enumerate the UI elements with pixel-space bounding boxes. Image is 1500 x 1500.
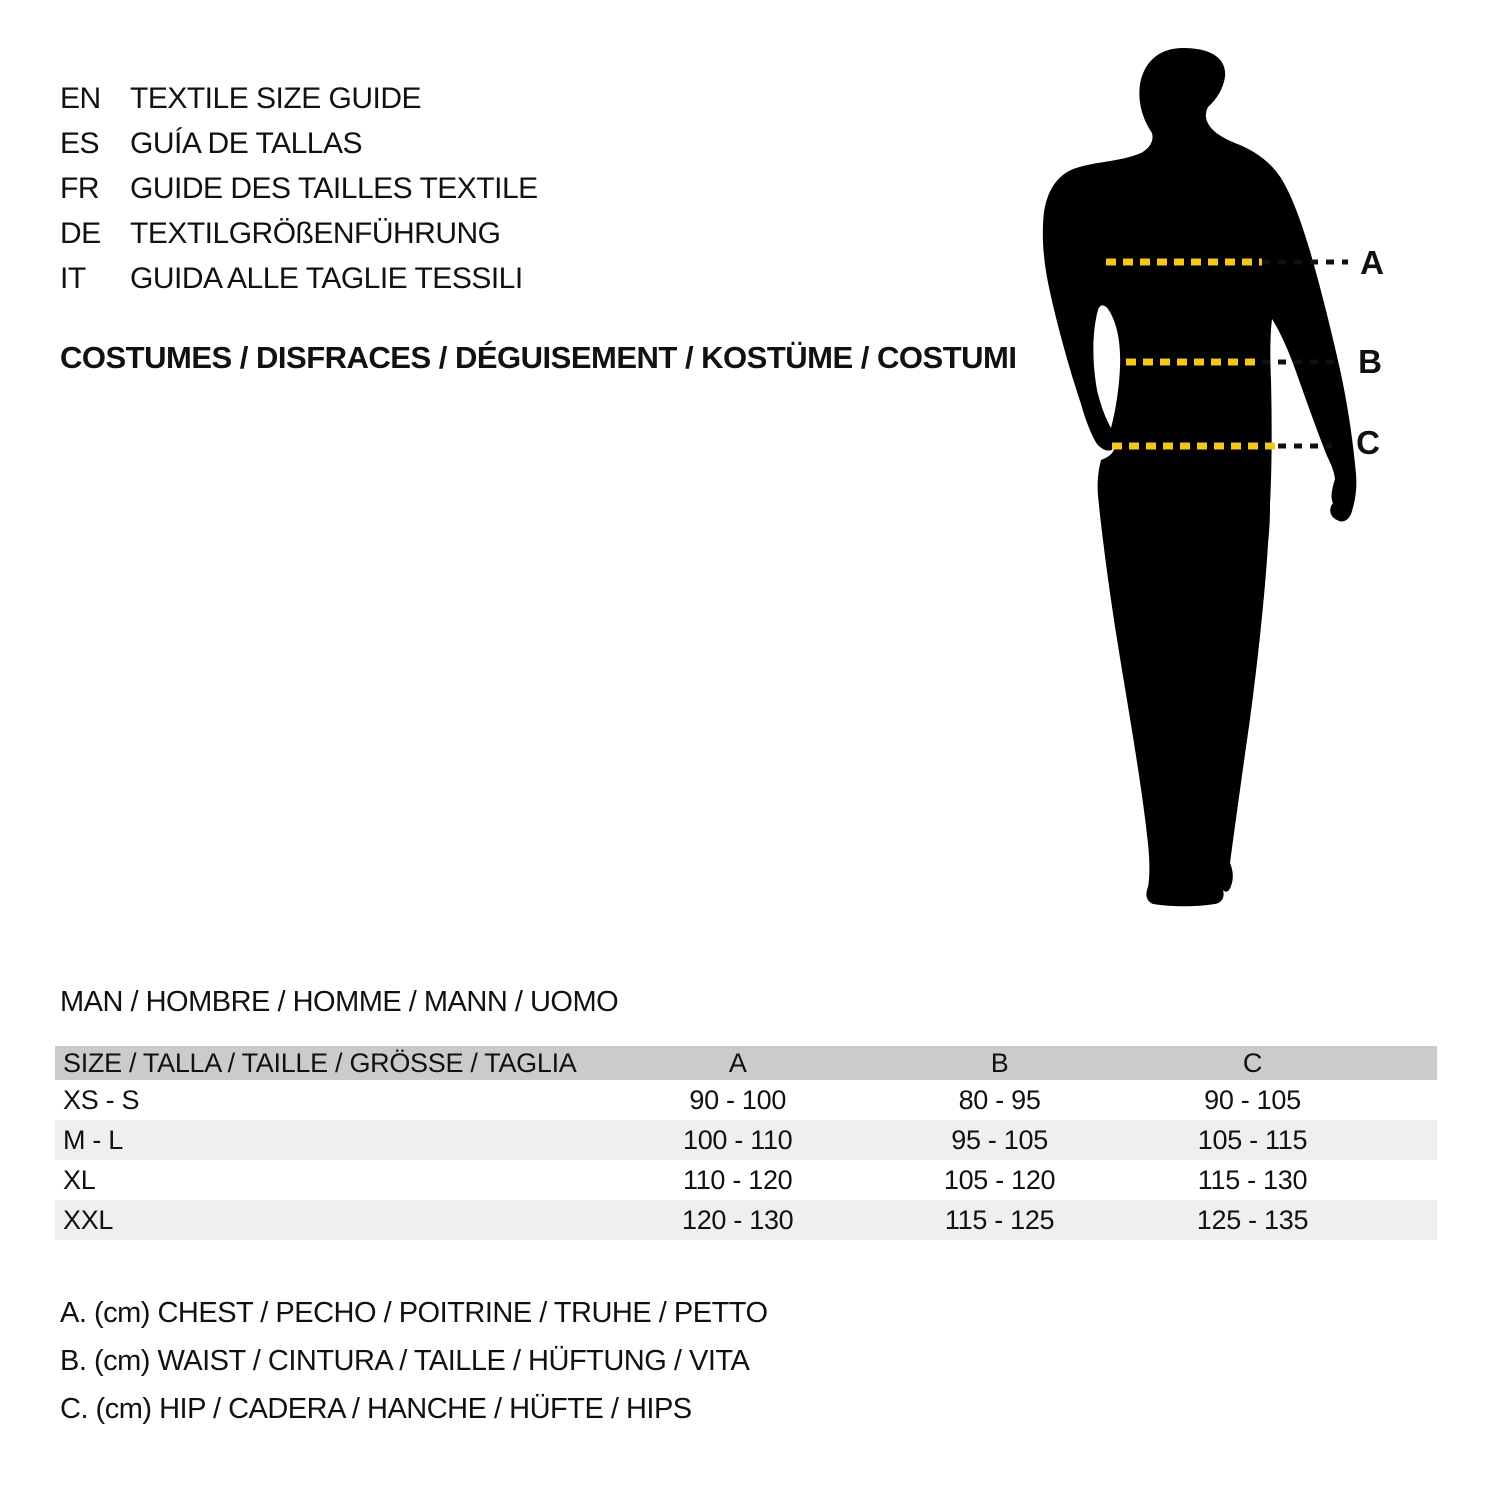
spacer-cell bbox=[1371, 1120, 1437, 1160]
size-table-header-a: A bbox=[611, 1046, 865, 1080]
spacer-cell bbox=[1371, 1160, 1437, 1200]
waist-range-cell: 80 - 95 bbox=[958, 1084, 1041, 1115]
measurement-legend bbox=[60, 1289, 768, 1433]
size-table-row-xl bbox=[55, 1160, 1437, 1200]
chest-range-cell: 120 - 130 bbox=[682, 1204, 794, 1235]
spacer-cell bbox=[1371, 1200, 1437, 1240]
language-row bbox=[60, 121, 538, 166]
guide-title-en: TEXTILE SIZE GUIDE bbox=[130, 82, 422, 115]
size-cell: XS - S bbox=[63, 1084, 140, 1115]
language-row bbox=[60, 76, 538, 121]
size-table-header-row bbox=[55, 1046, 1437, 1080]
size-table-header-size: SIZE / TALLA / TAILLE / GRÖSSE / TAGLIA bbox=[55, 1046, 611, 1080]
spacer-cell bbox=[1371, 1046, 1437, 1080]
legend-item-hip: C. (cm) HIP / CADERA / HANCHE / HÜFTE / HIPS bbox=[60, 1393, 692, 1425]
waist-range-cell: 115 - 125 bbox=[944, 1204, 1055, 1235]
language-row bbox=[60, 166, 538, 211]
size-table-header-c: C bbox=[1134, 1046, 1370, 1080]
language-code: IT bbox=[60, 262, 86, 295]
hip-range-cell: 115 - 130 bbox=[1197, 1164, 1308, 1195]
size-cell: XXL bbox=[63, 1204, 114, 1235]
guide-title-it: GUIDA ALLE TAGLIE TESSILI bbox=[130, 262, 523, 295]
man-silhouette-shape bbox=[1043, 48, 1357, 906]
legend-item-waist: B. (cm) WAIST / CINTURA / TAILLE / HÜFTUNG / VITA bbox=[60, 1345, 750, 1377]
language-code: FR bbox=[60, 172, 99, 205]
size-table-row-xs-s bbox=[55, 1080, 1437, 1120]
waist-range-cell: 105 - 120 bbox=[943, 1164, 1056, 1195]
language-code: ES bbox=[60, 127, 100, 160]
measure-label-c: C bbox=[1356, 424, 1380, 461]
hip-range-cell: 105 - 115 bbox=[1197, 1124, 1308, 1155]
legend-item-chest: A. (cm) CHEST / PECHO / POITRINE / TRUHE / PETTO bbox=[60, 1297, 768, 1329]
size-table-header-b: B bbox=[865, 1046, 1134, 1080]
guide-title-fr: GUIDE DES TAILLES TEXTILE bbox=[130, 172, 538, 205]
measure-label-a: A bbox=[1360, 244, 1384, 281]
category-heading: COSTUMES / DISFRACES / DÉGUISEMENT / KOSTÜME / COSTUMI bbox=[60, 340, 1017, 375]
waist-range-cell: 95 - 105 bbox=[951, 1124, 1048, 1155]
measure-label-b: B bbox=[1358, 343, 1382, 380]
language-code: DE bbox=[60, 217, 101, 250]
size-cell: M - L bbox=[63, 1124, 124, 1155]
size-table bbox=[55, 1046, 1437, 1240]
spacer-cell bbox=[1371, 1080, 1437, 1120]
size-table-row-xxl bbox=[55, 1200, 1437, 1240]
size-table-row-m-l bbox=[55, 1120, 1437, 1160]
guide-title-de: TEXTILGRÖßENFÜHRUNG bbox=[130, 217, 501, 250]
language-row bbox=[60, 211, 538, 256]
guide-title-es: GUÍA DE TALLAS bbox=[130, 127, 362, 160]
chest-range-cell: 100 - 110 bbox=[683, 1124, 793, 1155]
hip-range-cell: 90 - 105 bbox=[1204, 1084, 1301, 1115]
chest-range-cell: 110 - 120 bbox=[683, 1164, 793, 1195]
language-code: EN bbox=[60, 82, 101, 115]
size-cell: XL bbox=[63, 1164, 96, 1195]
hip-range-cell: 125 - 135 bbox=[1196, 1204, 1309, 1235]
gender-heading: MAN / HOMBRE / HOMME / MANN / UOMO bbox=[60, 986, 619, 1018]
chest-range-cell: 90 - 100 bbox=[689, 1084, 787, 1115]
language-row bbox=[60, 256, 538, 301]
language-title-block bbox=[60, 76, 538, 301]
